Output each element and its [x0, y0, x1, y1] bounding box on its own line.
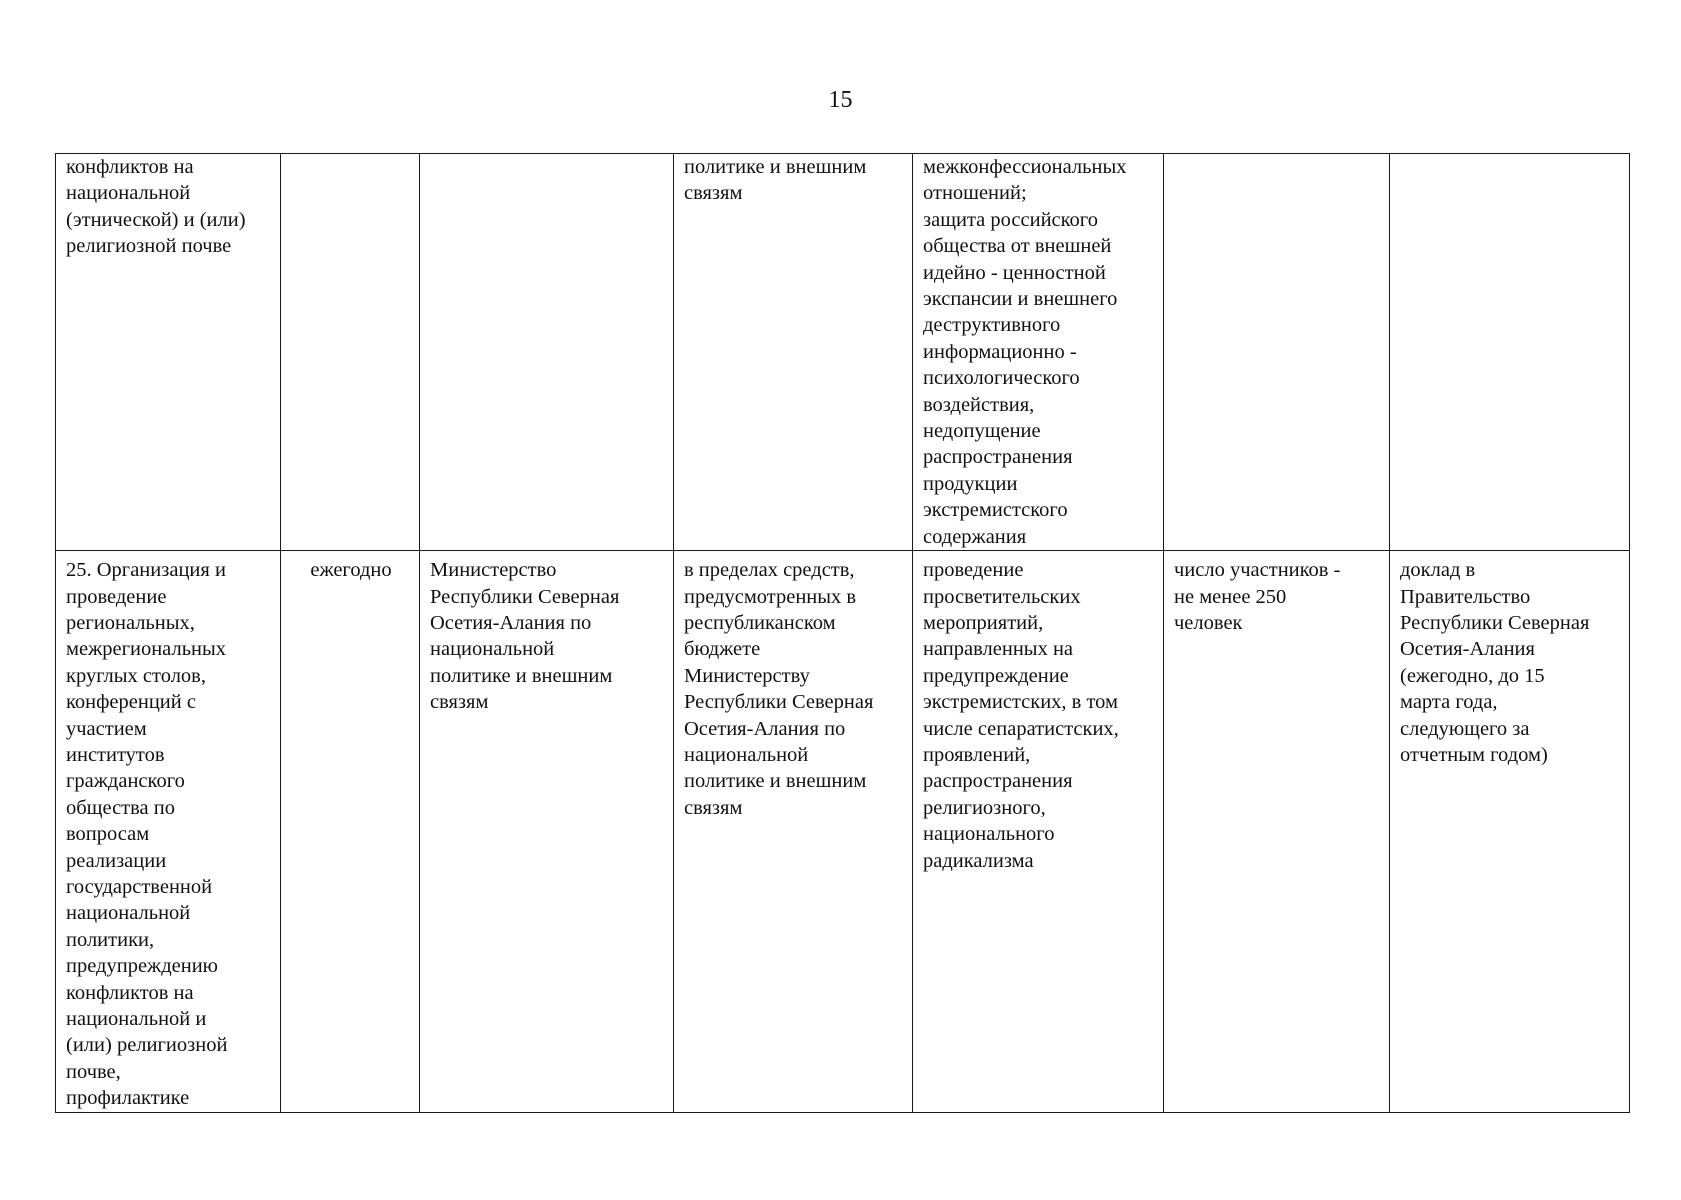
table-cell-measure: 25. Организация и проведение региональных, межрегиональных круглых столов, конференций с участием институтов гражданского общества по вопросам реализации государственной национальной политики, предупреждению конфликтов на национальной и (или) религиозной почве, профилактике — [56, 551, 281, 1113]
table-cell-deadline — [281, 154, 420, 551]
table-cell-funding: в пределах средств, предусмотренных в республиканском бюджете Министерству Республики Северная Осетия-Алания по национальной политике и внешним связям — [674, 551, 913, 1113]
table-cell-funding: политике и внешним связям — [674, 154, 913, 551]
table-cell-result: проведение просветительских мероприятий, направленных на предупреждение экстремистских, в том числе сепаратистских, проявлений, распространения религиозного, национального радикализма — [913, 551, 1164, 1113]
table-cell-indicator — [1164, 154, 1390, 551]
table-row — [56, 551, 1630, 1113]
table-cell-executor — [420, 154, 674, 551]
table-cell-report: доклад в Правительство Республики Северная Осетия-Алания (ежегодно, до 15 марта года, следующего за отчетным годом) — [1390, 551, 1630, 1113]
table-cell-measure: конфликтов на национальной (этнической) и (или) религиозной почве — [56, 154, 281, 551]
page-number: 15 — [828, 87, 853, 113]
table-row — [56, 154, 1630, 551]
measures-table — [55, 153, 1630, 1113]
table-cell-report — [1390, 154, 1630, 551]
table-cell-result: межконфессиональных отношений; защита российского общества от внешней идейно - ценностной экспансии и внешнего деструктивного информационно - психологического воздействия, недопущение распространения продукции экстремистского содержания — [913, 154, 1164, 551]
table-cell-indicator: число участников - не менее 250 человек — [1164, 551, 1390, 1113]
table-cell-executor: Министерство Республики Северная Осетия-Алания по национальной политике и внешним связям — [420, 551, 674, 1113]
table-cell-deadline: ежегодно — [281, 551, 420, 1113]
